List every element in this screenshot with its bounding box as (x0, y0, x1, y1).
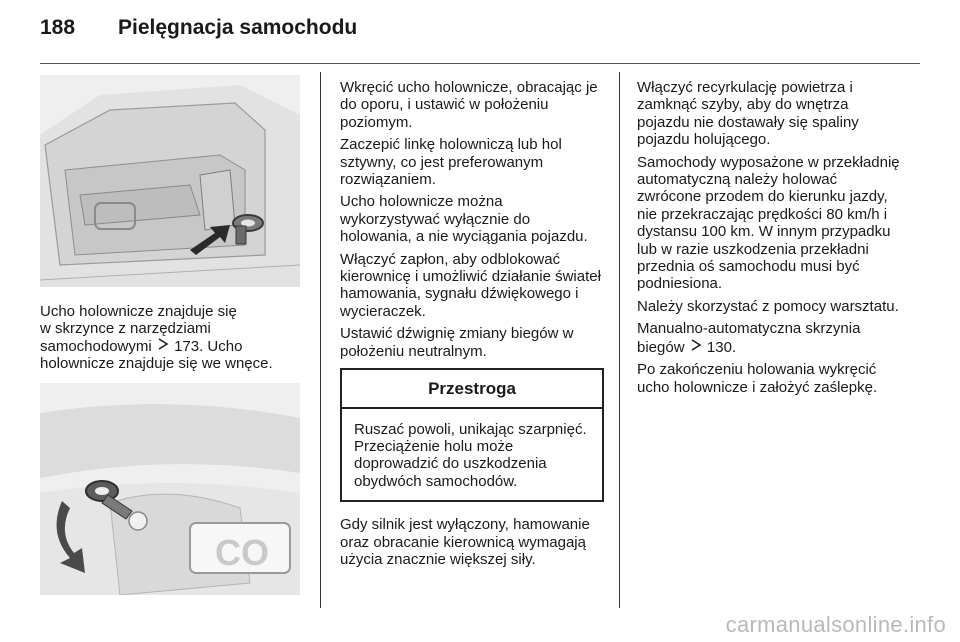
caption-line-4: holownicze znajduje się we wnęce. (40, 355, 273, 372)
col3-paragraph-2: Samochody wyposażone w przekładnię automatyczną należy holować zwrócone przodem do kierunku jazdy, nie przekraczając prędkości 80 km/h i dystansu 100 km. W innym przypadku lub w razie uszkodzenia przekładni przednia oś samochodu musi być podniesiona. (637, 153, 900, 293)
column-divider-2 (619, 72, 620, 608)
col2-paragraph-1: Wkręcić ucho holownicze, obracając je do oporu, i ustawić w położeniu poziomym. (340, 79, 598, 131)
towing-eye-in-tool-box-figure (40, 75, 300, 287)
warning-box (340, 368, 604, 502)
license-plate-text: CO (215, 532, 269, 573)
col3-paragraph-3: Należy skorzystać z pomocy warsztatu. (637, 297, 899, 315)
col3-paragraph-4 (637, 320, 903, 356)
caption-line-1: Ucho holownicze znajduje się (40, 303, 237, 320)
warning-title: Przestroga (342, 370, 602, 408)
column-2 (340, 79, 604, 573)
page-title: Pielęgnacja samochodu (118, 16, 358, 39)
col3-paragraph-4-reference: 130. (706, 338, 737, 356)
col3-paragraph-5: Po zakończeniu holowania wykręcić ucho holownicze i założyć zaślepkę. (637, 361, 878, 396)
caption-line-3: samochodowymi (40, 338, 152, 355)
watermark: carmanualsonline.info (725, 612, 946, 637)
col2-paragraph-6: Gdy silnik jest wyłączony, hamowanie oraz obracanie kierownicą wymagają użycia znacznie większej siły. (340, 516, 590, 568)
col2-paragraph-4: Włączyć zapłon, aby odblokować kierownicę i umożliwić działanie świateł hamowania, sygnału dźwiękowego i wycieraczek. (340, 250, 601, 320)
col3-paragraph-1: Włączyć recyrkulację powietrza i zamknąć szyby, aby do wnętrza pojazdu nie dostawały się spaliny pojazdu holującego. (637, 79, 859, 149)
col3-paragraph-4-text: Manualno-automatyczna skrzynia biegów (637, 320, 861, 356)
caption-line-2: w skrzynce z narzędziami (40, 320, 211, 337)
page-reference-arrow-icon (156, 337, 170, 351)
towing-eye-installation-figure (40, 383, 300, 595)
col2-paragraph-2: Zaczepić linkę holowniczą lub hol sztywny, co jest preferowanym rozwiązaniem. (340, 136, 562, 189)
col2-paragraph-5: Ustawić dźwignię zmiany biegów w położeniu neutralnym. (340, 325, 574, 360)
towing-eye-in-tool-box-icon (40, 75, 300, 287)
warning-text: Ruszać powoli, unikając szarpnięć. Przeciążenie holu może doprowadzić do uszkodzenia obydwóch samochodów. (354, 420, 587, 490)
towing-eye-installation-icon (40, 383, 300, 595)
figure-caption (40, 303, 310, 372)
header-rule (40, 63, 920, 64)
column-3 (637, 79, 903, 401)
caption-reference: 173. Ucho (174, 338, 243, 355)
page-number: 188 (40, 16, 76, 39)
col2-paragraph-3: Ucho holownicze można wykorzystywać wyłącznie do holowania, a nie wyciągania pojazdu. (340, 193, 588, 246)
page-reference-arrow-icon (689, 338, 703, 352)
page-header (40, 16, 357, 46)
column-divider-1 (320, 72, 321, 608)
